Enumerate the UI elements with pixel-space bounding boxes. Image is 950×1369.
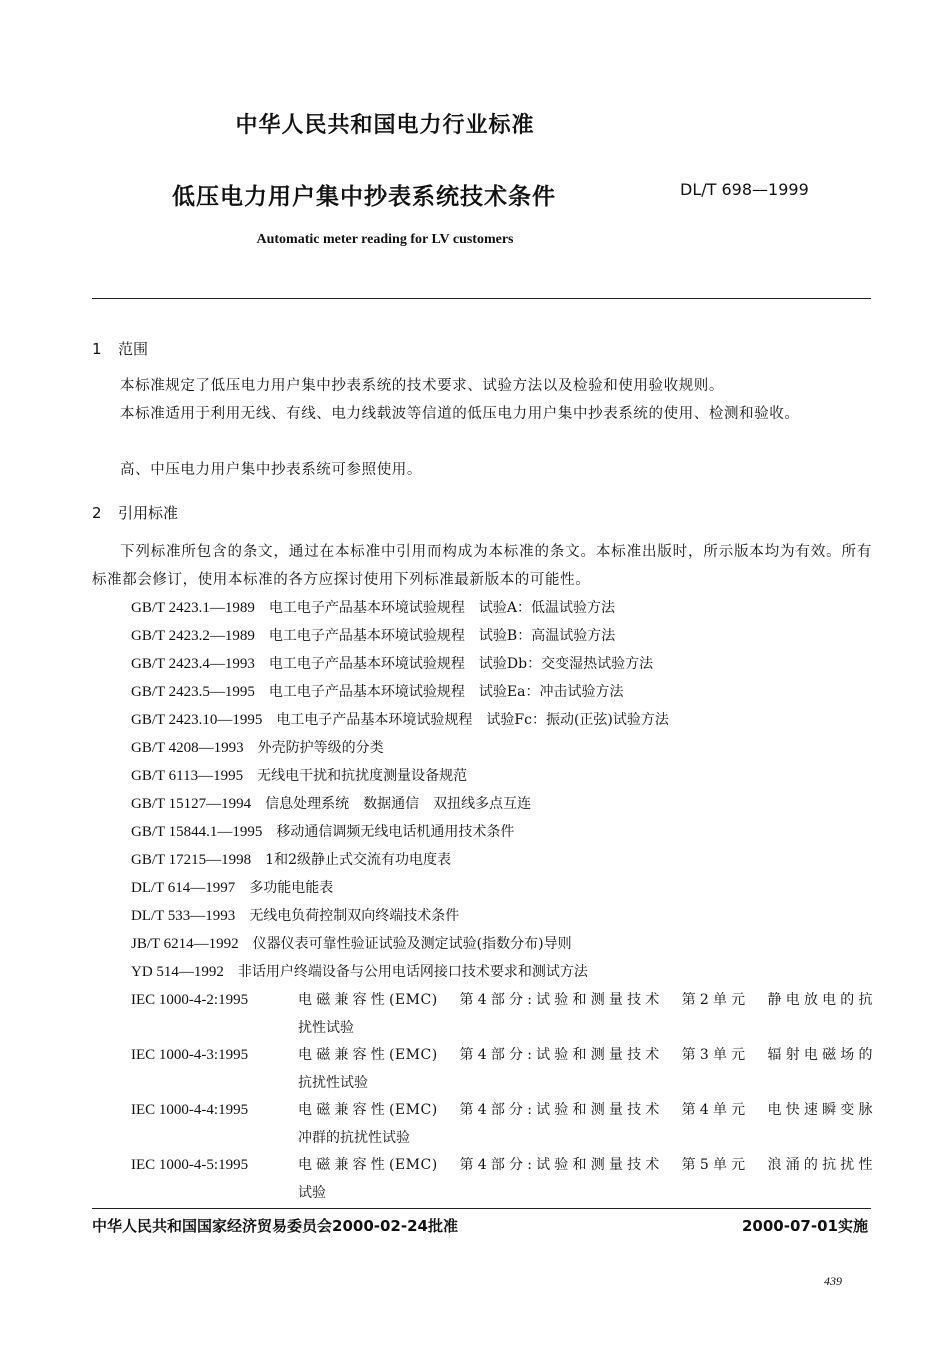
section-number: 1 — [92, 340, 102, 358]
reference-code: GB/T 6113—1995 — [131, 768, 244, 784]
reference-code: GB/T 15127—1994 — [131, 796, 252, 812]
reference-title: 移动通信调频无线电话机通用技术条件 — [276, 824, 515, 840]
reference-item — [131, 625, 615, 645]
reference-item — [131, 905, 459, 925]
reference-title: 外壳防护等级的分类 — [257, 740, 384, 756]
reference-title: 电工电子产品基本环境试验规程 试验B：高温试验方法 — [268, 628, 616, 644]
reference-title: 电工电子产品基本环境试验规程 试验Db：交变湿热试验方法 — [268, 656, 654, 672]
reference-title: 无线电干扰和抗扰度测量设备规范 — [257, 768, 468, 784]
section-2-heading — [92, 502, 178, 523]
reference-code: GB/T 2423.10—1995 — [131, 712, 263, 728]
issuing-org-heading: 中华人民共和国电力行业标准 — [235, 113, 535, 138]
reference-item — [131, 849, 451, 869]
reference-item — [131, 681, 623, 701]
title-divider — [92, 298, 871, 299]
section-number: 2 — [92, 504, 102, 522]
reference-code: GB/T 2423.4—1993 — [131, 656, 255, 672]
reference-code: JB/T 6214—1992 — [131, 936, 239, 952]
reference-code: GB/T 2423.2—1989 — [131, 628, 255, 644]
reference-title-line2: 抗扰性试验 — [298, 1075, 368, 1091]
reference-title: 仪器仪表可靠性验证试验及测定试验(指数分布)导则 — [252, 936, 572, 952]
reference-item — [131, 765, 467, 785]
reference-title: 非话用户终端设备与公用电话网接口技术要求和测试方法 — [237, 964, 588, 980]
implementation-date: 2000-07-01实施 — [742, 1217, 868, 1235]
paragraph: 本标准适用于利用无线、有线、电力线载波等信道的低压电力用户集中抄表系统的使用、检测和验收。 — [120, 406, 800, 422]
paragraph: 高、中压电力用户集中抄表系统可参照使用。 — [120, 462, 422, 478]
reference-title: 电工电子产品基本环境试验规程 试验Ea：冲击试验方法 — [268, 684, 624, 700]
reference-title: 1和2级静止式交流有功电度表 — [265, 852, 451, 868]
reference-code: DL/T 533—1993 — [131, 908, 236, 924]
reference-title-line2: 扰性试验 — [298, 1020, 354, 1036]
reference-code: GB/T 2423.5—1995 — [131, 684, 255, 700]
reference-item — [131, 933, 572, 953]
reference-item — [131, 737, 384, 757]
section-1-heading — [92, 338, 148, 359]
paragraph: 下列标准所包含的条文，通过在本标准中引用而构成为本标准的条文。本标准出版时，所示版本均为有效。所有标准都会修订，使用本标准的各方应探讨使用下列标准最新版本的可能性。 — [92, 544, 872, 588]
reference-code: YD 514—1992 — [131, 964, 224, 980]
reference-code: IEC 1000-4-5:1995 — [131, 1157, 249, 1173]
reference-item — [131, 653, 653, 673]
reference-title-line2: 试验 — [298, 1185, 326, 1201]
page-number: 439 — [824, 1274, 842, 1288]
reference-code: IEC 1000-4-4:1995 — [131, 1102, 249, 1118]
reference-code: DL/T 614—1997 — [131, 880, 236, 896]
standard-code: DL/T 698—1999 — [680, 180, 809, 199]
reference-title-line1: 电磁兼容性(EMC) 第4部分:试验和测量技术 第4单元 电快速瞬变脉 — [298, 1102, 873, 1118]
reference-code: GB/T 4208—1993 — [131, 740, 244, 756]
footer-divider — [92, 1208, 871, 1209]
document-title: 低压电力用户集中抄表系统技术条件 — [172, 184, 556, 210]
paragraph: 本标准规定了低压电力用户集中抄表系统的技术要求、试验方法以及检验和使用验收规则。 — [120, 378, 724, 394]
reference-code: GB/T 2423.1—1989 — [131, 600, 255, 616]
reference-item — [131, 597, 615, 617]
reference-title: 多功能电能表 — [249, 880, 334, 896]
reference-code: IEC 1000-4-3:1995 — [131, 1047, 249, 1063]
reference-title: 电工电子产品基本环境试验规程 试验Fc：振动(正弦)试验方法 — [276, 712, 669, 728]
reference-item — [131, 961, 588, 981]
english-title: Automatic meter reading for LV customers — [256, 232, 514, 247]
reference-title-line1: 电磁兼容性(EMC) 第4部分:试验和测量技术 第3单元 辐射电磁场的 — [298, 1047, 873, 1063]
reference-title: 电工电子产品基本环境试验规程 试验A：低温试验方法 — [268, 600, 616, 616]
reference-item — [131, 877, 333, 897]
reference-item — [131, 709, 669, 729]
reference-title-line1: 电磁兼容性(EMC) 第4部分:试验和测量技术 第5单元 浪涌的抗扰性 — [298, 1157, 873, 1173]
reference-item — [131, 793, 531, 813]
reference-item — [131, 821, 514, 841]
reference-code: GB/T 17215—1998 — [131, 852, 252, 868]
reference-code: IEC 1000-4-2:1995 — [131, 992, 249, 1008]
reference-title: 无线电负荷控制双向终端技术条件 — [249, 908, 460, 924]
reference-code: GB/T 15844.1—1995 — [131, 824, 263, 840]
section-title: 引用标准 — [118, 504, 179, 522]
reference-title-line1: 电磁兼容性(EMC) 第4部分:试验和测量技术 第2单元 静电放电的抗 — [298, 992, 873, 1008]
reference-title: 信息处理系统 数据通信 双扭线多点互连 — [265, 796, 532, 812]
reference-title-line2: 冲群的抗扰性试验 — [298, 1130, 410, 1146]
approval-statement: 中华人民共和国国家经济贸易委员会2000-02-24批准 — [92, 1217, 458, 1235]
section-title: 范围 — [118, 340, 149, 358]
